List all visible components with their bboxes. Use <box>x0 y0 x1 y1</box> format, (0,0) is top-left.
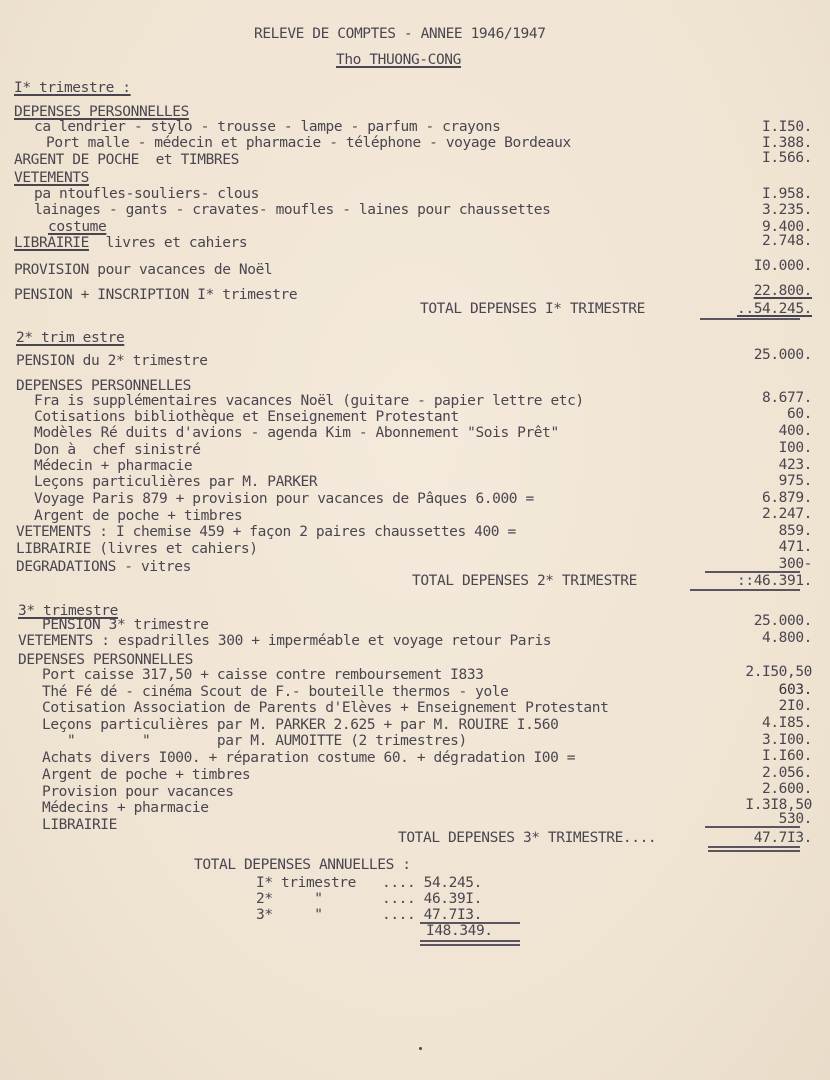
q2-line-5-amount: 423. <box>778 457 812 473</box>
q3-line-3-text: Cotisation Association de Parents d'Elèves + Enseignement Protestant <box>42 700 609 716</box>
q1-pension-amount: 22.800. <box>753 283 812 299</box>
annual-q2-amount: .... 46.39I. <box>382 891 482 907</box>
q1-library-text: livres et cahiers <box>88 235 248 251</box>
q3-line-2-amount: 603. <box>778 682 812 698</box>
q3-heading: 3* trimestre <box>18 603 118 619</box>
q2-line-1-text: Fra is supplémentaires vacances Noël (guitare - papier lettre etc) <box>34 393 584 409</box>
q1-clothes-2-text: lainages - gants - cravates- moufles - laines pour chaussettes <box>34 202 551 218</box>
document-title: RELEVE DE COMPTES - ANNEE 1946/1947 <box>254 26 546 42</box>
annual-total-rule-1 <box>420 940 520 942</box>
q2-line-2-text: Cotisations bibliothèque et Enseignement Protestant <box>34 409 459 425</box>
q3-line-8-text: Provision pour vacances <box>42 784 234 800</box>
annual-grand-total: I48.349. <box>426 923 493 939</box>
q1-library <box>14 235 247 251</box>
q1-provision-amount: I0.000. <box>753 258 812 274</box>
q1-heading: I* trimestre : <box>14 80 131 96</box>
annual-label: TOTAL DEPENSES ANNUELLES : <box>194 857 411 873</box>
q2-line-3-text: Modèles Ré duits d'avions - agenda Kim - Abonnement "Sois Prêt" <box>34 425 559 441</box>
q3-line-10-text: LIBRAIRIE <box>42 817 117 833</box>
q2-heading: 2* trim estre <box>16 330 125 346</box>
q3-line-7-amount: 2.056. <box>762 765 812 781</box>
q2-line-7-amount: 6.879. <box>762 490 812 506</box>
q2-line-4-text: Don à chef sinistré <box>34 442 201 458</box>
q1-clothes-1-amount: I.958. <box>762 186 812 202</box>
q3-line-10-amount: 530. <box>778 811 812 827</box>
q3-line-1-amount: 2.I50,50 <box>745 664 812 680</box>
q2-line-5-text: Médecin + pharmacie <box>34 458 193 474</box>
q2-line-6-text: Leçons particulières par M. PARKER <box>34 474 318 490</box>
q2-line-8-amount: 2.247. <box>762 506 812 522</box>
q2-line-3-amount: 400. <box>778 423 812 439</box>
q2-total-rule <box>690 589 800 591</box>
q3-line-2-text: Thé Fé dé - cinéma Scout de F.- bouteille thermos - yole <box>42 684 509 700</box>
q1-pocket-amount: I.566. <box>762 150 812 166</box>
q2-line-2-amount: 60. <box>787 406 812 422</box>
q2-clothes-text: VETEMENTS : I chemise 459 + façon 2 paires chaussettes 400 = <box>16 524 516 540</box>
q3-line-1-text: Port caisse 317,50 + caisse contre remboursement I833 <box>42 667 484 683</box>
q2-damage-text: DEGRADATIONS - vitres <box>16 559 191 575</box>
q1-library-label: LIBRAIRIE <box>14 235 89 251</box>
q1-total-amount: ..54.245. <box>737 301 812 317</box>
q3-line-5-amount: 3.I00. <box>762 732 812 748</box>
q2-library-amount: 471. <box>778 539 812 555</box>
annual-q2-label: 2* " <box>256 891 356 907</box>
q1-line-1-amount: I.I50. <box>762 119 812 135</box>
q3-clothes-text: VETEMENTS : espadrilles 300 + imperméable et voyage retour Paris <box>18 633 552 649</box>
student-name: Tho THUONG-CONG <box>336 52 461 68</box>
annual-q3-label: 3* " <box>256 907 356 923</box>
q2-line-8-text: Argent de poche + timbres <box>34 508 243 524</box>
q3-line-8-amount: 2.600. <box>762 781 812 797</box>
q2-damage-amount: 300- <box>778 556 812 572</box>
q2-line-6-amount: 975. <box>778 473 812 489</box>
q1-clothes-2-amount: 3.235. <box>762 202 812 218</box>
q3-line-3-amount: 2I0. <box>778 698 812 714</box>
q1-total-label: TOTAL DEPENSES I* TRIMESTRE <box>420 301 645 317</box>
q1-clothes-3-amount: 9.400. <box>762 219 812 235</box>
q3-subtotal-rule <box>705 826 800 828</box>
q2-library-text: LIBRAIRIE (livres et cahiers) <box>16 541 258 557</box>
annual-q1-label: I* trimestre <box>256 875 356 891</box>
q3-total-rule-2 <box>708 850 800 852</box>
q1-clothes-label: VETEMENTS <box>14 170 89 186</box>
q2-line-4-amount: I00. <box>778 440 812 456</box>
q1-provision-text: PROVISION pour vacances de Noël <box>14 262 273 278</box>
q2-line-1-amount: 8.677. <box>762 390 812 406</box>
ink-dot <box>419 1047 422 1050</box>
q3-line-4-amount: 4.I85. <box>762 715 812 731</box>
q1-line-2-amount: I.388. <box>762 135 812 151</box>
q3-total-label: TOTAL DEPENSES 3* TRIMESTRE.... <box>398 830 657 846</box>
annual-q1-amount: .... 54.245. <box>382 875 482 891</box>
annual-q3-amount: .... 47.7I3. <box>382 907 482 923</box>
q2-line-7-text: Voyage Paris 879 + provision pour vacances de Pâques 6.000 = <box>34 491 534 507</box>
q2-total-label: TOTAL DEPENSES 2* TRIMESTRE <box>412 573 637 589</box>
q1-pocket-text: ARGENT DE POCHE et TIMBRES <box>14 152 239 168</box>
q3-line-6-text: Achats divers I000. + réparation costume 60. + dégradation I00 = <box>42 750 576 766</box>
q3-clothes-amount: 4.800. <box>762 630 812 646</box>
q2-clothes-amount: 859. <box>778 523 812 539</box>
q2-pension-amount: 25.000. <box>753 347 812 363</box>
q2-pension-text: PENSION du 2* trimestre <box>16 353 208 369</box>
q1-personal-label: DEPENSES PERSONNELLES <box>14 104 189 120</box>
q1-total-double-rule <box>700 318 800 320</box>
q1-line-2-text: Port malle - médecin et pharmacie - téléphone - voyage Bordeaux <box>46 135 571 151</box>
q3-line-5-text: " " par M. AUMOITTE (2 trimestres) <box>42 733 467 749</box>
q3-pension-amount: 25.000. <box>753 613 812 629</box>
q3-line-7-text: Argent de poche + timbres <box>42 767 251 783</box>
q1-clothes-1-text: pa ntoufles-souliers- clous <box>34 186 259 202</box>
q3-total-rule-1 <box>708 846 800 848</box>
q1-line-1-text: ca lendrier - stylo - trousse - lampe - parfum - crayons <box>34 119 501 135</box>
q1-clothes-3-text: costume <box>48 219 107 235</box>
q3-line-6-amount: I.I60. <box>762 748 812 764</box>
q3-pension-text: PENSION 3* trimestre <box>42 617 209 633</box>
annual-total-rule-2 <box>420 944 520 946</box>
q3-total-amount: 47.7I3. <box>753 830 812 846</box>
q3-line-9-amount: I.3I8,50 <box>745 797 812 813</box>
q3-line-4-text: Leçons particulières par M. PARKER 2.625 + par M. ROUIRE I.560 <box>42 717 559 733</box>
q3-line-9-text: Médecins + pharmacie <box>42 800 209 816</box>
q2-personal-label: DEPENSES PERSONNELLES <box>16 378 191 394</box>
q2-total-amount: ::46.391. <box>737 573 812 589</box>
q3-personal-label: DEPENSES PERSONNELLES <box>18 652 193 668</box>
q1-pension-text: PENSION + INSCRIPTION I* trimestre <box>14 287 298 303</box>
q1-library-amount: 2.748. <box>762 233 812 249</box>
